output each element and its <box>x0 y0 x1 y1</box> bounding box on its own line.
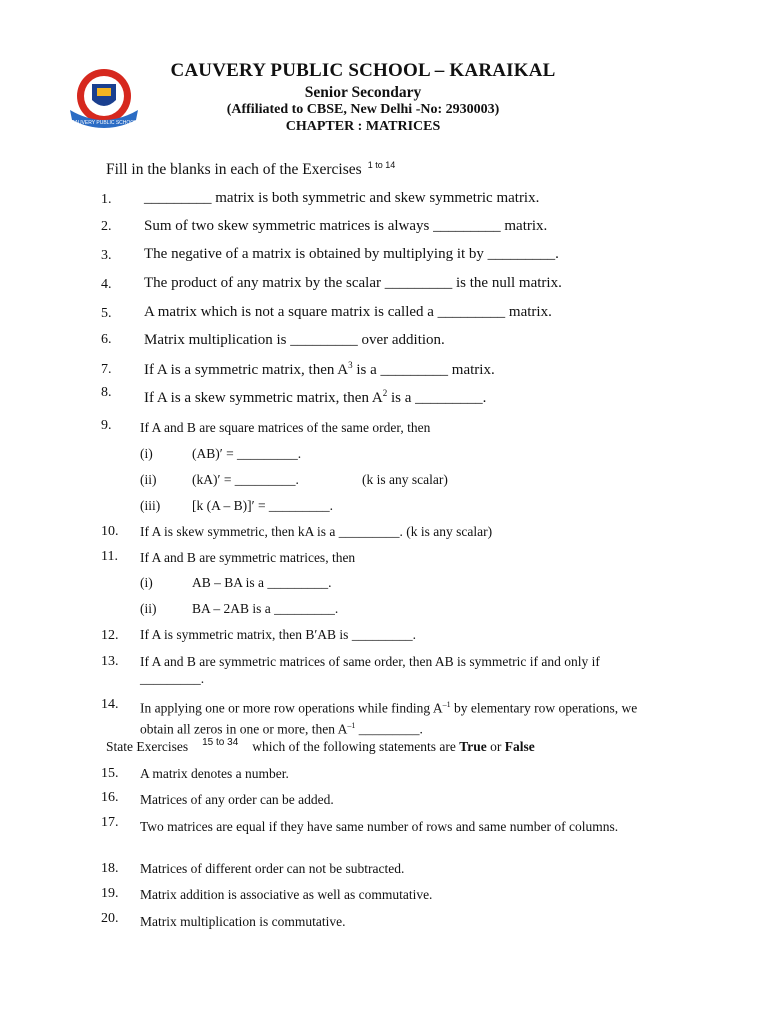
item-number: 20. <box>101 911 119 926</box>
item-number: 7. <box>101 362 112 377</box>
section1-range: 1 to 14 <box>367 160 396 170</box>
item-text: A matrix which is not a square matrix is called a _________ matrix. <box>144 304 552 320</box>
school-name: CAUVERY PUBLIC SCHOOL – KARAIKAL <box>170 60 556 81</box>
item-number: 12. <box>101 628 119 643</box>
item-number: 11. <box>101 549 118 564</box>
sub-item-text: [k (A – B)]′ = _________. <box>192 498 334 513</box>
item-text: If A and B are symmetric matrices of same order, then AB is symmetric if and only if _________. <box>140 654 600 686</box>
sub-item-roman: (iii) <box>140 498 161 513</box>
sub-item-text: AB – BA is a _________. <box>192 575 332 590</box>
sub-item-text: (AB)′ = _________. <box>192 446 302 461</box>
item-number: 19. <box>101 886 119 901</box>
sub-item-roman: (i) <box>140 575 153 590</box>
item-number: 15. <box>101 766 119 781</box>
item-text: A matrix denotes a number. <box>140 766 289 781</box>
item-text: If A is symmetric matrix, then B′AB is _________. <box>140 627 416 642</box>
chapter-title: CHAPTER : MATRICES <box>285 119 441 134</box>
item-number: 13. <box>101 654 119 669</box>
item-text: If A is a symmetric matrix, then $A^3$ is a _________ matrix. <box>144 360 495 378</box>
sub-item-roman: (ii) <box>140 472 157 487</box>
item-number: 1. <box>101 192 112 207</box>
svg-text:CAUVERY PUBLIC SCHOOL: CAUVERY PUBLIC SCHOOL <box>71 120 137 126</box>
item-number: 9. <box>101 418 112 433</box>
item-text: Matrix multiplication is commutative. <box>140 914 346 929</box>
item-text: The negative of a matrix is obtained by multiplying it by _________. <box>144 246 559 262</box>
item-number: 10. <box>101 524 119 539</box>
section2-intro: State Exercises $^{15 to 34}$ which of the following statements are True or False <box>106 737 535 754</box>
item-text: Two matrices are equal if they have same number of rows and same number of columns. <box>140 819 619 834</box>
item-text: Matrices of different order can not be subtracted. <box>140 861 405 876</box>
item-text: Sum of two skew symmetric matrices is always _________ matrix. <box>144 218 548 234</box>
school-level: Senior Secondary <box>304 84 422 101</box>
item-text: Matrices of any order can be added. <box>140 792 334 807</box>
item-text: If A is skew symmetric, then kA is a _________. (k is any scalar) <box>140 524 493 539</box>
item-text: _________ matrix is both symmetric and skew symmetric matrix. <box>144 190 540 206</box>
item-text: If A and B are square matrices of the same order, then <box>140 420 431 435</box>
item-number: 6. <box>101 332 112 347</box>
item-text: If A is a skew symmetric matrix, then $A^2$ is a _________. <box>144 388 487 406</box>
item-number: 5. <box>101 306 112 321</box>
item-text: Matrix addition is associative as well as commutative. <box>140 887 433 902</box>
section2-range: 15 to 34 <box>202 737 239 748</box>
item-number: 8. <box>101 385 112 400</box>
item-number: 17. <box>101 815 119 830</box>
item-text: The product of any matrix by the scalar _________ is the null matrix. <box>144 275 562 291</box>
school-logo <box>66 66 142 132</box>
item-number: 16. <box>101 790 119 805</box>
item-number: 14. <box>101 697 119 712</box>
sub-item-roman: (i) <box>140 446 153 461</box>
item-number: 3. <box>101 248 112 263</box>
item-text: Matrix multiplication is _________ over addition. <box>144 332 445 348</box>
section1-intro: Fill in the blanks in each of the Exercises $^{1 to 14}$ <box>106 160 396 178</box>
sub-item-roman: (ii) <box>140 601 157 616</box>
sub-item-text: BA – 2AB is a _________. <box>192 601 339 616</box>
item-number: 2. <box>101 219 112 234</box>
affiliation: (Affiliated to CBSE, New Delhi -No: 2930003) <box>226 102 500 117</box>
item-text: If A and B are symmetric matrices, then <box>140 550 356 565</box>
item-text: In applying one or more row operations while finding $A^{-1}$ by elementary row operations, we obtain all zeros in one or more, then $A^{-1}$ _________. <box>140 700 638 736</box>
sub-item-text: (kA)′ = _________. <box>192 472 299 487</box>
item-number: 4. <box>101 277 112 292</box>
scalar-note: (k is any scalar) <box>362 472 448 487</box>
item-number: 18. <box>101 861 119 876</box>
